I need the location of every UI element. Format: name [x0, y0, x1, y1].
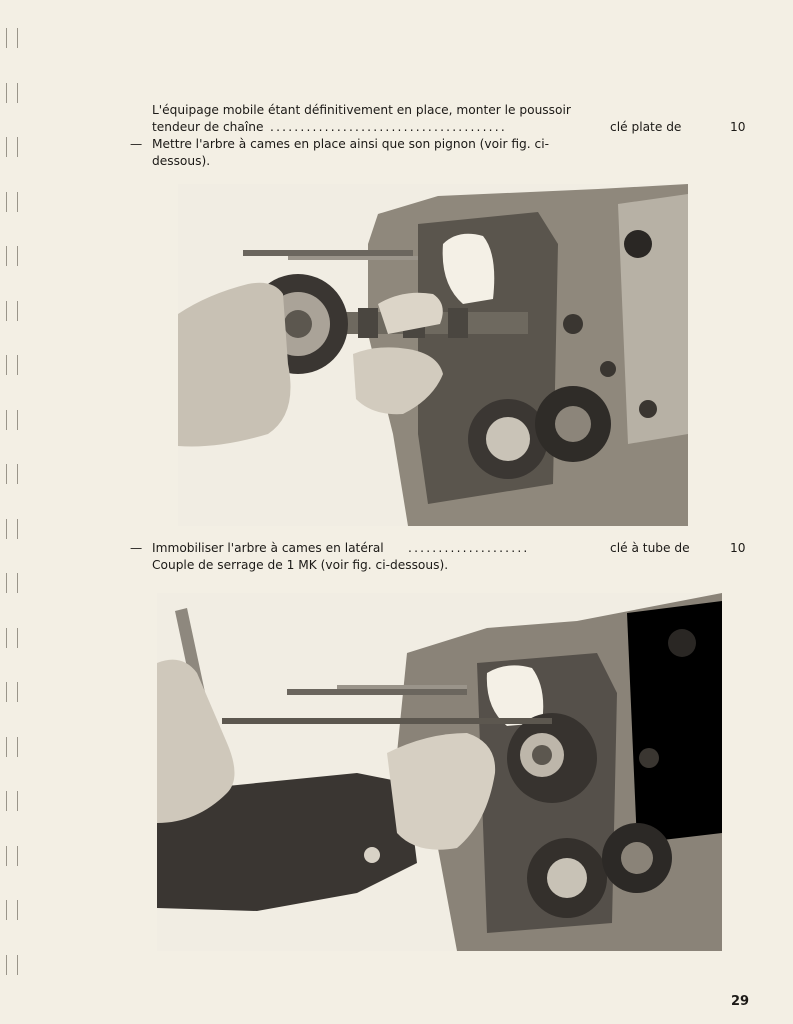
step2-tool: clé à tube de — [610, 541, 690, 555]
step1-size: 10 — [730, 120, 746, 134]
binding-hole — [6, 737, 18, 757]
step2-line2: Couple de serrage de 1 MK (voir fig. ci-dessous). — [152, 558, 449, 572]
binding-hole — [6, 573, 18, 593]
photo-camshaft-install — [178, 184, 688, 526]
step2-leader: .................... — [408, 541, 530, 555]
binding-hole — [6, 137, 18, 157]
step1-line3: Mettre l'arbre à cames en place ainsi que son pignon (voir fig. ci- — [152, 137, 550, 151]
binding-hole — [6, 355, 18, 375]
page-number: 29 — [731, 994, 750, 1009]
binding-hole — [6, 628, 18, 648]
step1-dash: — — [130, 137, 143, 151]
photo-camshaft-torque — [157, 593, 722, 951]
step1-line2: tendeur de chaîne — [152, 120, 264, 134]
step2-line1: Immobiliser l'arbre à cames en latéral — [152, 541, 384, 555]
binding-hole — [6, 519, 18, 539]
binding-hole — [6, 955, 18, 975]
binding-hole — [6, 464, 18, 484]
step2-size: 10 — [730, 541, 746, 555]
binding-hole — [6, 900, 18, 920]
binding-hole — [6, 846, 18, 866]
binding-hole — [6, 28, 18, 48]
step1-text — [130, 102, 750, 170]
step1-line1: L'équipage mobile étant définitivement en place, monter le poussoir — [152, 103, 571, 117]
binding-hole — [6, 791, 18, 811]
step2-dash: — — [130, 541, 143, 555]
binding-hole — [6, 301, 18, 321]
binding-hole — [6, 410, 18, 430]
binding-hole — [6, 83, 18, 103]
step1-line4: dessous). — [152, 154, 211, 168]
spiral-binding — [6, 28, 20, 1018]
step2-text — [130, 540, 750, 574]
step1-tool: clé plate de — [610, 120, 682, 134]
binding-hole — [6, 246, 18, 266]
step1-leader: ....................................... — [270, 120, 507, 134]
binding-hole — [6, 192, 18, 212]
binding-hole — [6, 682, 18, 702]
